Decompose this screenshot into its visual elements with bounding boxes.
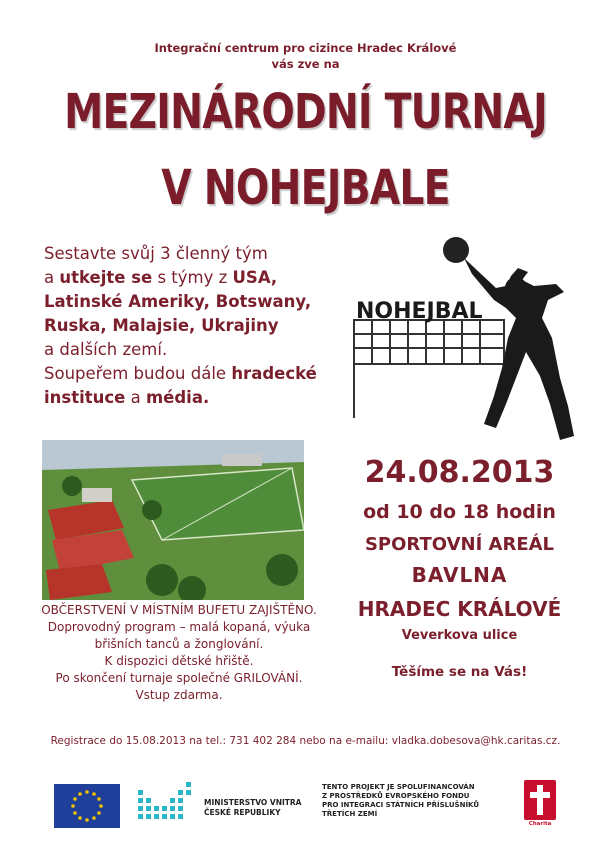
- intro-line: a utkejte se s týmy z USA,: [44, 268, 278, 287]
- cofinancing-text: TENTO PROJEKT JE SPOLUFINANCOVÁN Z PROSTŘEDKŮ EVROPSKÉHO FONDU PRO INTEGRACI STÁTNÍCH PŘÍSLUŠNÍKŮ TŘETÍCH ZEMÍ: [322, 783, 480, 818]
- sponsor-footer: [0, 776, 611, 856]
- venue-name-line1: SPORTOVNÍ AREÁL: [364, 534, 555, 555]
- program-line: Vstup zdarma.: [135, 688, 223, 702]
- closing-greeting: Těšíme se na Vás!: [391, 664, 528, 680]
- nohejbal-logo-text: NOHEJBAL: [356, 299, 483, 324]
- charita-label: Charita: [528, 821, 552, 827]
- intro-line: instituce a média.: [44, 388, 210, 407]
- program-line: Doprovodný program – malá kopaná, výuka: [47, 620, 311, 634]
- ministry-text: MINISTERSTVO VNITRA ČESKÉ REPUBLIKY: [204, 798, 302, 817]
- invite-line: vás zve na: [271, 57, 340, 71]
- poster-title-line2: V NOHEJBALE: [161, 160, 450, 216]
- program-info: [28, 602, 330, 704]
- program-line: Po skončení turnaje společné GRILOVÁNÍ.: [55, 671, 303, 685]
- registration-info: Registrace do 15.08.2013 na tel.: 731 402 284 nebo na e-mailu: vladka.dobesova@hk.caritas.cz.: [50, 735, 561, 747]
- program-line: OBČERSTVENÍ V MÍSTNÍM BUFETU ZAJIŠTĚNO.: [41, 603, 317, 617]
- event-street: Veverkova ulice: [401, 628, 518, 643]
- venue-name-line2: BAVLNA: [411, 563, 508, 587]
- event-date: 24.08.2013: [364, 455, 555, 490]
- nohejbal-logo-illustration: [346, 228, 586, 456]
- venue-aerial-image: [42, 440, 304, 600]
- intro-line: a dalších zemí.: [44, 340, 168, 359]
- net-icon: [354, 320, 504, 418]
- intro-line: Ruska, Malajsie, Ukrajiny: [44, 316, 279, 335]
- intro-line: Sestavte svůj 3 členný tým: [44, 244, 268, 263]
- event-city: HRADEC KRÁLOVÉ: [357, 597, 562, 621]
- intro-text: [44, 242, 344, 410]
- event-hours: od 10 do 18 hodin: [363, 501, 556, 523]
- intro-line: Latinské Ameriky, Botswany,: [44, 292, 312, 311]
- organizer-line: Integrační centrum pro cizince Hradec Králové: [154, 41, 457, 55]
- intro-line: Soupeřem budou dále hradecké: [44, 364, 317, 383]
- program-line: K dispozici dětské hřiště.: [104, 654, 254, 668]
- eu-flag-icon: [54, 784, 120, 828]
- ministry-logo-icon: [136, 780, 196, 832]
- program-line: břišních tanců a žonglování.: [94, 637, 264, 651]
- poster-title-line1: MEZINÁRODNÍ TURNAJ: [64, 84, 547, 140]
